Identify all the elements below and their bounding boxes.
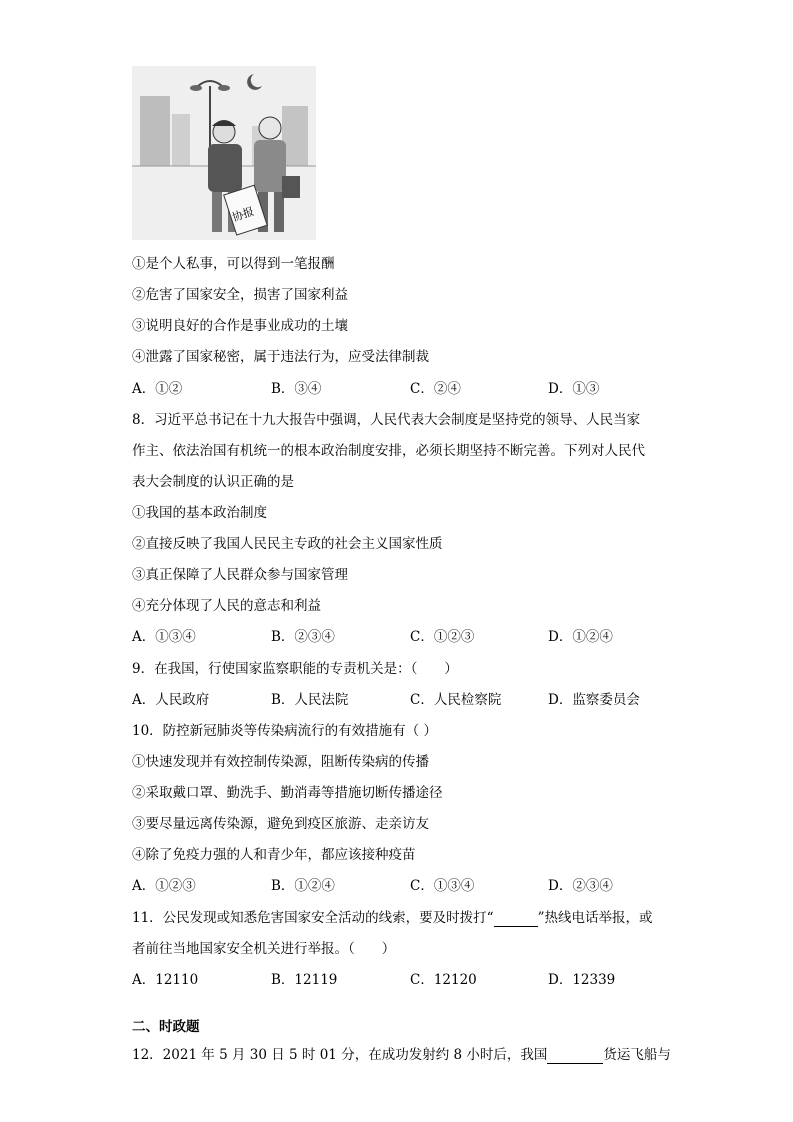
- q10-item-2: ②采取戴口罩、勤洗手、勤消毒等措施切断传播途径: [132, 785, 443, 801]
- q9-options: [132, 691, 652, 709]
- cartoon-stamp-text: 协报: [230, 204, 256, 225]
- q7-item-1: ①是个人私事，可以得到一笔报酬: [132, 256, 335, 272]
- cartoon-drawing: [132, 66, 316, 240]
- q11-options: [132, 971, 652, 989]
- q7-option-b[interactable]: B．③④: [271, 381, 322, 397]
- q9-option-a[interactable]: A．人民政府: [132, 692, 210, 708]
- section-title-current-affairs: 二、时政题: [132, 1019, 200, 1035]
- q8-stem-line-3: 表大会制度的认识正确的是: [132, 474, 294, 490]
- q8-item-2: ②直接反映了我国人民民主专政的社会主义国家性质: [132, 536, 443, 552]
- q11-stem-part-1: 11．公民发现或知悉危害国家安全活动的线索，要及时拨打“: [132, 910, 494, 926]
- q7-item-2: ②危害了国家安全，损害了国家利益: [132, 287, 348, 303]
- q7-item-4: ④泄露了国家秘密，属于违法行为，应受法律制裁: [132, 349, 429, 365]
- q10-item-1: ①快速发现并有效控制传染源，阻断传染病的传播: [132, 754, 429, 770]
- q11-option-d[interactable]: D．12339: [548, 972, 616, 988]
- q12-stem-line-1: [132, 1046, 671, 1064]
- q8-option-c[interactable]: C．①②③: [410, 629, 475, 645]
- q9-option-b[interactable]: B．人民法院: [271, 692, 349, 708]
- q8-option-b[interactable]: B．②③④: [271, 629, 335, 645]
- q8-option-a[interactable]: A．①③④: [132, 629, 196, 645]
- q10-stem: 10．防控新冠肺炎等传染病流行的有效措施有（ ）: [132, 723, 437, 739]
- q8-stem-line-2: 作主、依法治国有机统一的根本政治制度安排，必须长期坚持不断完善。下列对人民代: [132, 443, 645, 459]
- q9-option-d[interactable]: D．监察委员会: [548, 692, 640, 708]
- q7-item-3: ③说明良好的合作是事业成功的土壤: [132, 318, 348, 334]
- q11-option-b[interactable]: B．12119: [271, 972, 338, 988]
- q11-stem-line-2: 者前往当地国家安全机关进行举报。（ ）: [132, 941, 396, 957]
- q10-item-4: ④除了免疫力强的人和青少年，都应该接种疫苗: [132, 847, 416, 863]
- q8-option-d[interactable]: D．①②④: [548, 629, 613, 645]
- q7-option-d[interactable]: D．①③: [548, 381, 600, 397]
- q9-option-c[interactable]: C．人民检察院: [410, 692, 502, 708]
- q11-option-c[interactable]: C．12120: [410, 972, 477, 988]
- q12-answer-blank[interactable]: [547, 1048, 603, 1064]
- cartoon-illustration: [132, 66, 316, 240]
- q8-item-3: ③真正保障了人民群众参与国家管理: [132, 567, 348, 583]
- q8-item-4: ④充分体现了人民的意志和利益: [132, 598, 321, 614]
- q10-options: [132, 877, 652, 895]
- q11-stem-part-2: ”热线电话举报，或: [537, 910, 653, 926]
- q9-stem: 9．在我国，行使国家监察职能的专责机关是：（ ）: [132, 661, 458, 677]
- q7-option-c[interactable]: C．②④: [410, 381, 461, 397]
- q7-options: [132, 380, 652, 398]
- q10-option-c[interactable]: C．①③④: [410, 878, 475, 894]
- q7-option-a[interactable]: A．①②: [132, 381, 183, 397]
- q10-option-d[interactable]: D．②③④: [548, 878, 613, 894]
- q11-answer-blank[interactable]: [494, 911, 538, 927]
- q11-option-a[interactable]: A．12110: [132, 972, 199, 988]
- q8-stem-line-1: 8．习近平总书记在十九大报告中强调，人民代表大会制度是坚持党的领导、人民当家: [132, 412, 641, 428]
- q8-options: [132, 628, 652, 646]
- q10-item-3: ③要尽量远离传染源，避免到疫区旅游、走亲访友: [132, 816, 429, 832]
- q10-option-a[interactable]: A．①②③: [132, 878, 196, 894]
- q8-item-1: ①我国的基本政治制度: [132, 505, 267, 521]
- q10-option-b[interactable]: B．①②④: [271, 878, 335, 894]
- q12-stem-part-2: 货运飞船与: [603, 1047, 671, 1063]
- q11-stem-line-1: [132, 909, 653, 927]
- q12-stem-part-1: 12．2021 年 5 月 30 日 5 时 01 分，在成功发射约 8 小时后，我国: [132, 1047, 548, 1063]
